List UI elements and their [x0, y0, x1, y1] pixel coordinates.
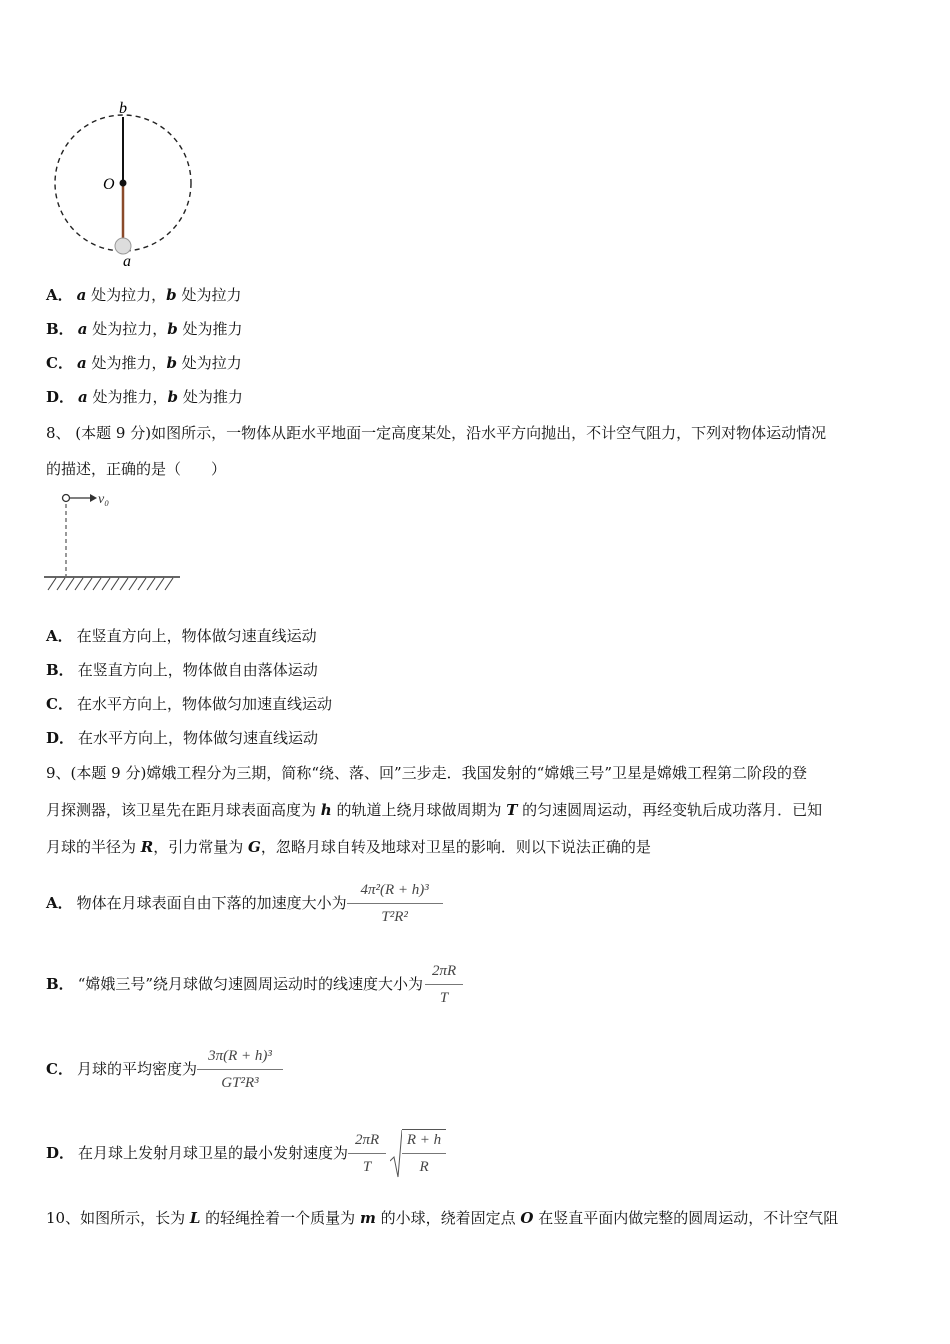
formula-a: $\frac{\text{4π²(R + h)³}}{\text{T²R²}}$ — [347, 880, 443, 927]
q9-stem-line3: 月球的半径为 R，引力常量为 G，忽略月球自转及地球对卫星的影响．则以下说法正确的是 — [46, 838, 651, 856]
q8-stem-line1: 8、 (本题 9 分)如图所示，一物体从距水平地面一定高度某处，沿水平方向抛出，不计空气阻力，下列对物体运动情况 — [46, 424, 827, 442]
q7-option-c: C． a 处为推力，b 处为拉力 — [46, 354, 242, 372]
pivot-point — [120, 180, 127, 187]
sqrt-symbol — [390, 1129, 446, 1177]
ground-hatching — [48, 578, 173, 590]
q8-option-b: B． 在竖直方向上，物体做自由落体运动 — [46, 661, 318, 679]
velocity-arrow-head — [90, 494, 97, 502]
q8-stem-line2: 的描述，正确的是（ ） — [46, 460, 227, 478]
label-a: a — [123, 253, 131, 270]
formula-c: $\frac{\text{3π(R + h)³}}{\text{GT²R³}}$ — [197, 1046, 283, 1093]
q10-stem-line1: 10、如图所示，长为 L 的轻绳拴着一个质量为 m 的小球，绕着固定点 O 在竖直平面内做完整的圆周运动，不计空气阻 — [46, 1209, 839, 1227]
q7-option-b: B． a 处为拉力，b 处为推力 — [46, 320, 243, 338]
ball — [115, 238, 131, 254]
formula-d-radicand: $\frac{R + h}{R}$ — [402, 1129, 446, 1177]
q8-option-c: C． 在水平方向上，物体做匀加速直线运动 — [46, 695, 332, 713]
velocity-label: v₀ — [98, 492, 110, 507]
q9-option-d: D． 在月球上发射月球卫星的最小发射速度为 $\frac{2\pi R}{T}$ $\frac{R + h}{R}$ — [46, 1124, 446, 1182]
circular-motion-figure — [48, 95, 198, 270]
label-b: b — [119, 100, 127, 117]
q9-stem-line2: 月探测器，该卫星先在距月球表面高度为 h 的轨道上绕月球做周期为 T 的匀速圆周运动，再经变轨后成功落月．已知 — [46, 801, 823, 819]
q7-option-a: A． a 处为拉力，b 处为拉力 — [46, 286, 242, 304]
projectile-figure — [44, 486, 184, 594]
q9-option-c: C． 月球的平均密度为 $\frac{\text{3π(R + h)³}}{\text{GT²R³}}$ — [46, 1040, 283, 1098]
q7-option-d: D． a 处为推力，b 处为推力 — [46, 388, 243, 406]
formula-b: $\frac{2\pi R}{T}$ — [425, 961, 463, 1008]
formula-d-fraction: $\frac{2\pi R}{T}$ — [348, 1130, 386, 1177]
q8-option-d: D． 在水平方向上，物体做匀速直线运动 — [46, 729, 319, 747]
q9-option-a: A． 物体在月球表面自由下落的加速度大小为 $\frac{\text{4π²(R + h)³}}{\text{T²R²}}$ — [46, 874, 443, 932]
q9-stem-line1: 9、(本题 9 分)嫦娥工程分为三期，简称“绕、落、回”三步走．我国发射的“嫦娥三号”卫星是嫦娥工程第二阶段的登 — [46, 764, 808, 782]
projectile-start-point — [63, 495, 70, 502]
label-o: O — [103, 176, 115, 193]
q9-option-b: B． “嫦娥三号”绕月球做匀速圆周运动时的线速度大小为 $\frac{2\pi R}{T}$ — [46, 955, 463, 1013]
q8-option-a: A． 在竖直方向上，物体做匀速直线运动 — [46, 627, 317, 645]
